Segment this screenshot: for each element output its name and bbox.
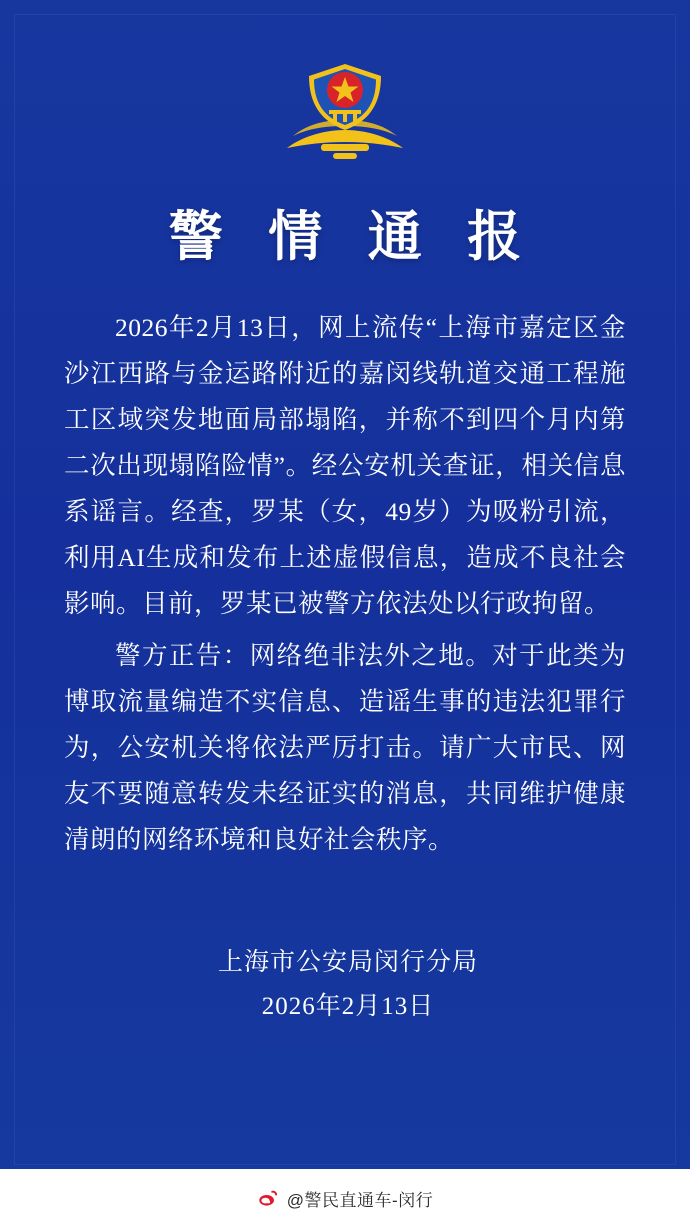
issue-date: 2026年2月13日: [261, 993, 435, 1020]
emblem-container: [0, 0, 690, 168]
footer-bar: [0, 1169, 690, 1227]
notice-body: [64, 305, 626, 863]
signature-block: [0, 941, 690, 1029]
notice-paragraph-1: 2026年2月13日，网上流传“上海市嘉定区金沙江西路与金运路附近的嘉闵线轨道交通工程施工区域突发地面局部塌陷，并称不到四个月内第二次出现塌陷险情”。经公安机关查证，相关信息系谣言。经查，罗某（女，49岁）为吸粉引流，利用AI生成和发布上述虚假信息，造成不良社会影响。目前，罗某已被警方依法处以行政拘留。: [64, 313, 626, 618]
account-name[interactable]: @警民直通车-闵行: [286, 1190, 434, 1210]
notice-paragraph-2: 警方正告：网络绝非法外之地。对于此类为博取流量编造不实信息、造谣生事的违法犯罪行为，公安机关将依法严厉打击。请广大市民、网友不要随意转发未经证实的消息，共同维护健康清朗的网络环境和良好社会秩序。: [64, 641, 626, 854]
page-title: 警 情 通 报: [168, 207, 538, 267]
china-police-badge-icon: [281, 56, 409, 168]
weibo-icon: [257, 1187, 279, 1209]
issuing-organization: 上海市公安局闵行分局: [217, 949, 478, 976]
